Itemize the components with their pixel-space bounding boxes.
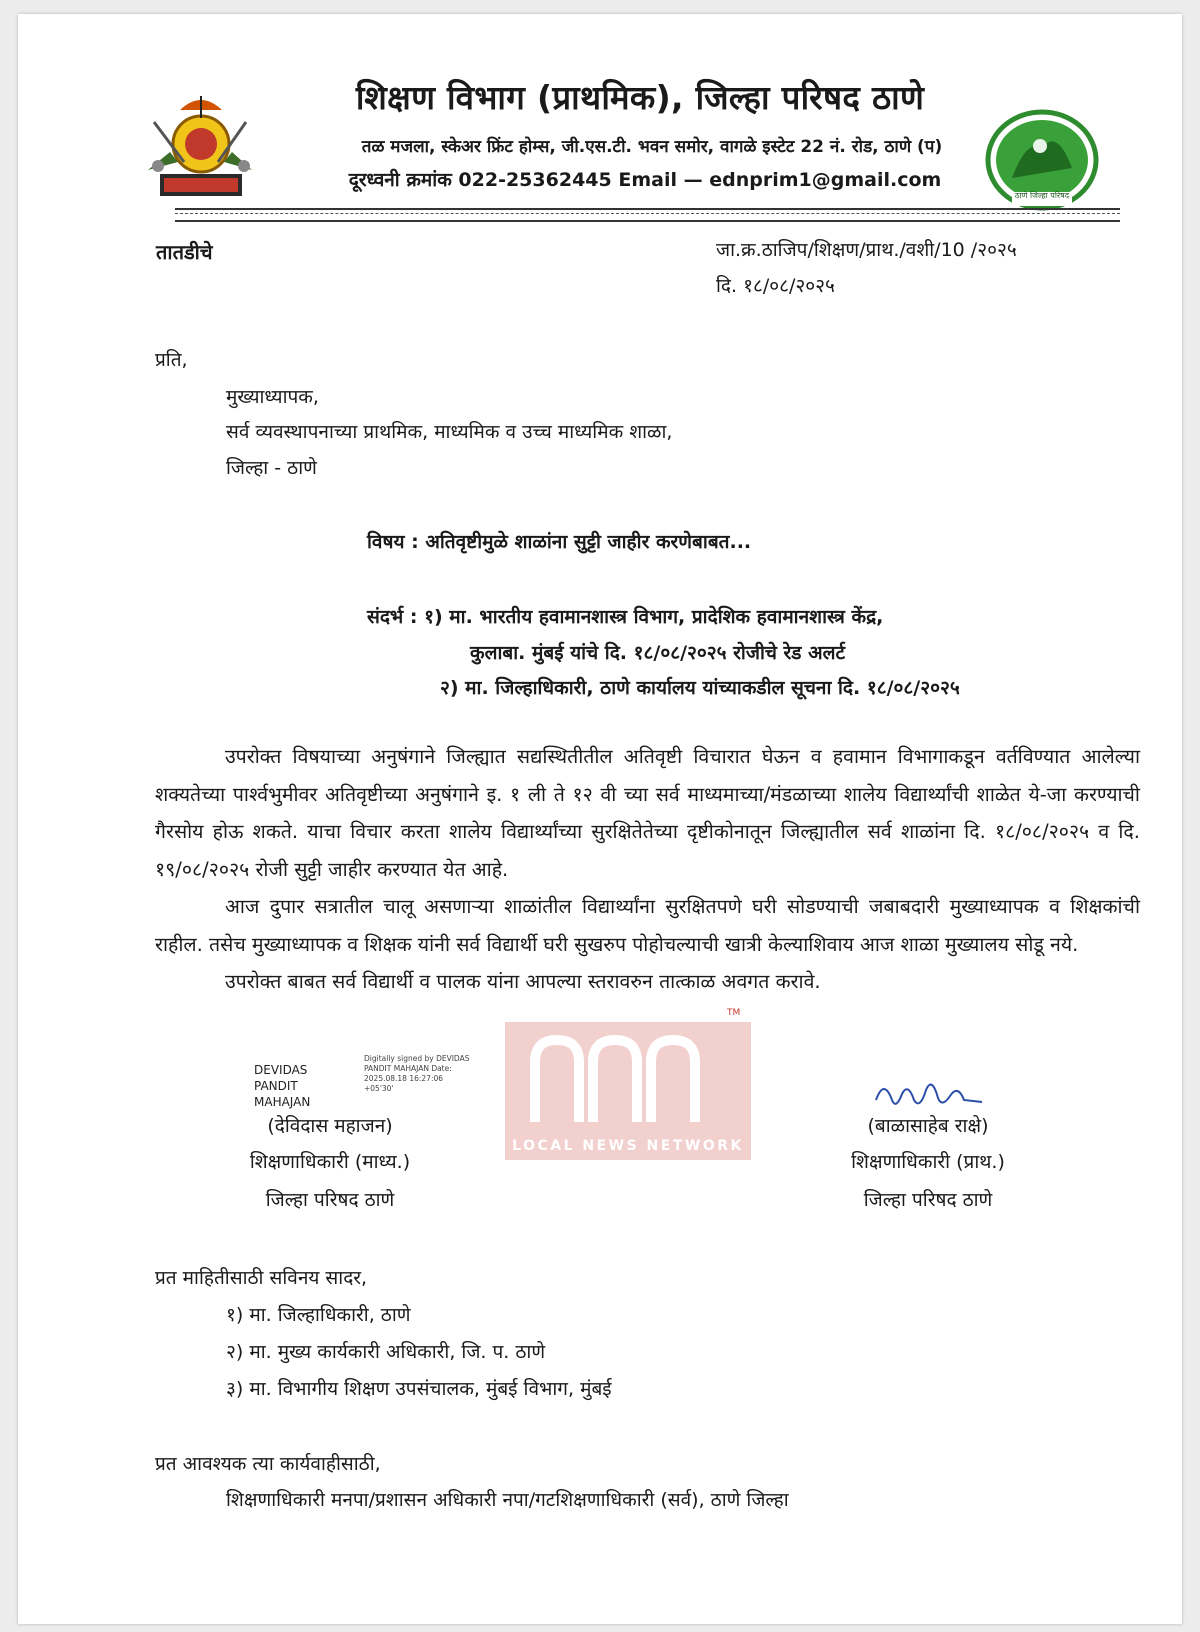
signatory-office-right: जिल्हा परिषद ठाणे <box>863 1189 993 1211</box>
recipient-line: सर्व व्यवस्थापनाच्या प्राथमिक, माध्यमिक व उच्च माध्यमिक शाळा, <box>226 421 673 443</box>
watermark-text: LOCAL NEWS NETWORK <box>512 1138 744 1154</box>
signatory-name-left: (देविदास महाजन) <box>267 1115 393 1137</box>
copies-info-item: १) मा. जिल्हाधिकारी, ठाणे <box>226 1304 411 1326</box>
copies-info-title: प्रत माहितीसाठी सविनय सादर, <box>155 1267 368 1289</box>
signatory-designation-left: शिक्षणाधिकारी (माध्य.) <box>249 1151 411 1173</box>
department-title: शिक्षण विभाग (प्राथमिक), जिल्हा परिषद ठाणे <box>355 78 925 117</box>
digital-signature-detail: Digitally signed by DEVIDAS PANDIT MAHAJAN Date: 2025.08.18 16:27:06 +05'30' <box>364 1054 470 1093</box>
recipient-to: प्रति, <box>155 349 188 371</box>
recipient-line: जिल्हा - ठाणे <box>226 457 317 479</box>
body-paragraph: आज दुपार सत्रातील चालू असणाऱ्या शाळांतील विद्यार्थ्यांना सुरक्षितपणे घरी सोडण्याची जबाबदारी मुख्याध्यापक व शिक्षकांची राहील. तसेच मुख्याध्यापक व शिक्षक यांनी सर्व विद्यार्थी घरी सुखरुप पोहोचल्याची खात्री केल्याशिवाय आज शाळा मुख्यालय सोडू नये. <box>155 895 1140 956</box>
letter-subject: विषय : अतिवृष्टीमुळे शाळांना सुट्टी जाहीर करणेबाबत... <box>367 531 752 553</box>
department-address: तळ मजला, स्केअर फ्रिंट होम्स, जी.एस.टी. भवन समोर, वागळे इस्टेट 22 नं. रोड, ठाणे (प) <box>361 137 943 157</box>
body-paragraph: उपरोक्त बाबत सर्व विद्यार्थी व पालक यांना आपल्या स्तरावरुन तात्काळ अवगत करावे. <box>225 970 821 993</box>
zp-emblem-icon <box>140 92 260 204</box>
signatory-designation-right: शिक्षणाधिकारी (प्राथ.) <box>851 1151 1005 1173</box>
recipient-line: मुख्याध्यापक, <box>226 386 319 408</box>
local-news-network-watermark <box>505 1008 751 1160</box>
copies-action-title: प्रत आवश्यक त्या कार्यवाहीसाठी, <box>155 1453 381 1475</box>
copies-action-body: शिक्षणाधिकारी मनपा/प्रशासन अधिकारी नपा/गटशिक्षणाधिकारी (सर्व), ठाणे जिल्हा <box>226 1489 789 1511</box>
signatory-name-right: (बाळासाहेब राक्षे) <box>867 1115 989 1137</box>
reference-line: २) मा. जिल्हाधिकारी, ठाणे कार्यालय यांच्याकडील सूचना दि. १८/०८/२०२५ <box>440 677 960 699</box>
urgency-label: तातडीचे <box>156 240 213 264</box>
reference-line: कुलाबा. मुंबई यांचे दि. १८/०८/२०२५ रोजीचे रेड अलर्ट <box>470 642 846 664</box>
handwritten-signature <box>870 1070 990 1118</box>
header-divider-dashed <box>175 213 1120 214</box>
copies-info-item: ३) मा. विभागीय शिक्षण उपसंचालक, मुंबई विभाग, मुंबई <box>226 1378 612 1400</box>
digital-signature <box>254 1052 484 1108</box>
header-divider <box>175 208 1120 222</box>
reference-number: जा.क्र.ठाजिप/शिक्षण/प्राथ./वशी/10 /२०२५ <box>716 239 1017 261</box>
department-contact <box>300 166 990 192</box>
email-text: Email — ednprim1@gmail.com <box>618 169 942 191</box>
letter-body <box>155 738 1140 1001</box>
digital-signer-name: DEVIDAS PANDIT MAHAJAN <box>254 1063 311 1109</box>
signatory-office-left: जिल्हा परिषद ठाणे <box>265 1189 395 1211</box>
watermark-tm: TM <box>727 1008 741 1018</box>
zp-thane-seal-icon <box>982 108 1102 214</box>
body-paragraph: उपरोक्त विषयाच्या अनुषंगाने जिल्ह्यात सद्यस्थितीतील अतिवृष्टी विचारात घेऊन व हवामान विभागाकडून वर्तविण्यात आलेल्या शक्यतेच्या पार्श्वभुमीवर अतिवृष्टीच्या अनुषंगाने इ. १ ली ते १२ वी च्या सर्व माध्यमाच्या/मंडळाच्या शालेय विद्यार्थ्यांची शाळेत ये-जा करण्याची गैरसोय होऊ शकते. याचा विचार करता शालेय विद्यार्थ्यांच्या सुरक्षितेतेच्या दृष्टीकोनातून जिल्ह्यातील सर्व शाळांना दि. १८/०८/२०२५ व दि. १९/०८/२०२५ रोजी सुट्टी जाहीर करण्यात येत आहे. <box>155 745 1140 881</box>
phone-text: दूरध्वनी क्रमांक 022-25362445 <box>348 169 612 191</box>
copies-info-item: २) मा. मुख्य कार्यकारी अधिकारी, जि. प. ठाणे <box>226 1341 546 1363</box>
letter-date: दि. १८/०८/२०२५ <box>716 275 835 297</box>
seal-text: ठाणे जिल्हा परिषद <box>1014 191 1070 200</box>
reference-line: संदर्भ : १) मा. भारतीय हवामानशास्त्र विभाग, प्रादेशिक हवामानशास्त्र केंद्र, <box>367 606 884 628</box>
